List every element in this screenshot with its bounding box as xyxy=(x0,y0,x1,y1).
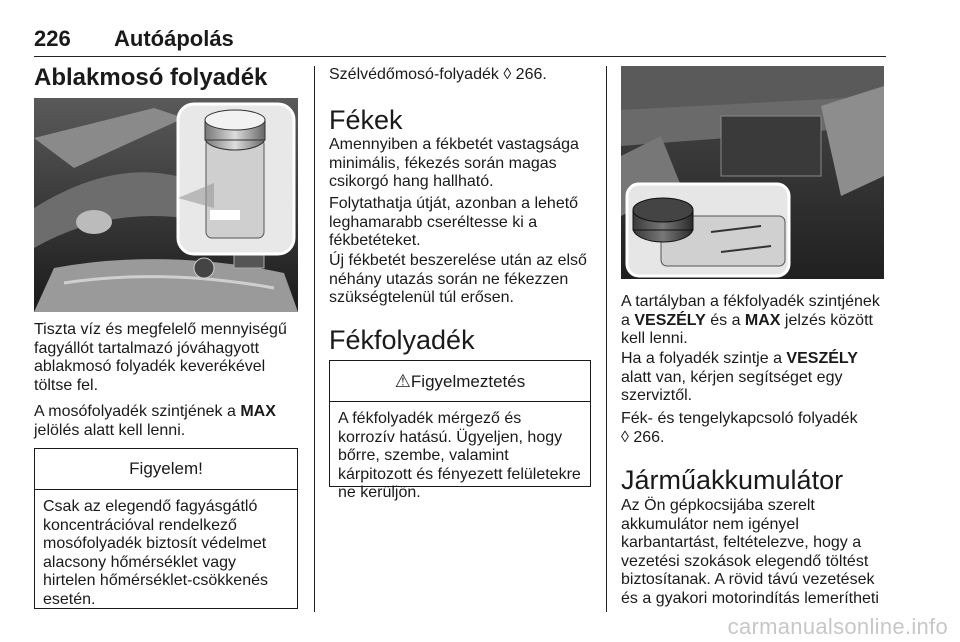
warning-text: A fékfolyadék mérgező és korrozív hatású. Ügyeljen, hogy bőrre, szembe, valamint kárpitozott és fényezett felületekre ne kerüljön. xyxy=(338,410,581,501)
section-title: Autóápolás xyxy=(114,26,234,51)
brake-fluid-reservoir-photo xyxy=(621,66,884,279)
warning-icon: ⚠ xyxy=(394,371,411,391)
text-run: 266. xyxy=(628,428,665,446)
text-run: jelzés között kell lenni. xyxy=(621,311,873,347)
brakes-paragraph-3: Új fékbetét beszerelése után az első néhány utazás során ne fékezzen szükségtelenül túl erősen. xyxy=(329,252,587,306)
warning-box xyxy=(329,360,591,501)
heading-battery: Járműakkumulátor xyxy=(621,465,844,495)
danger-mark: VESZÉLY xyxy=(634,311,706,329)
caution-title: Figyelem! xyxy=(35,449,297,490)
watermark: carmanualsonline.info xyxy=(727,614,948,639)
danger-mark: VESZÉLY xyxy=(786,350,858,367)
washer-reservoir-photo xyxy=(34,98,298,312)
warning-header xyxy=(330,361,590,402)
brake-clutch-fluid-reference[interactable] xyxy=(621,410,886,447)
washer-fluid-instruction: Tiszta víz és megfelelő mennyiségű fagyállót tartalmazó jóváhagyott ablakmosó folyadék keverékével töltse fel. xyxy=(34,321,287,394)
warning-title: Figyelmeztetés xyxy=(410,372,526,391)
column-divider xyxy=(606,66,607,612)
header-rule xyxy=(34,56,886,57)
windscreen-fluid-reference[interactable] xyxy=(329,66,599,85)
brakes-paragraph-2: Folytathatja útját, azonban a lehető leghamarabb cseréltesse ki a fékbetéteket. xyxy=(329,195,579,249)
text-run: Fék- és tengelykapcsoló folyadék xyxy=(621,410,858,427)
caution-text: Csak az elegendő fagyásgátló koncentrációval rendelkező mosófolyadék biztosít védelmet alacsony hőmérséklet vagy hirtelen hőmérséklet-csökkenés esetén. xyxy=(43,498,268,608)
text-run: A mosófolyadék szintjének a xyxy=(34,403,241,420)
washer-fluid-level-note xyxy=(34,403,304,440)
brakes-paragraph-1: Amennyiben a fékbetét vastagsága minimális, fékezés során magas csikorgó hang hallható. xyxy=(329,136,579,190)
heading-brake-fluid: Fékfolyadék xyxy=(329,325,475,355)
brake-fluid-low-note xyxy=(621,350,886,406)
heading-brakes: Fékek xyxy=(329,105,403,135)
page-ref-icon: ◊ xyxy=(503,66,512,83)
page-number: 226 xyxy=(34,26,71,51)
max-mark: MAX xyxy=(240,403,276,420)
caution-box xyxy=(34,448,298,609)
brake-fluid-level-note xyxy=(621,293,886,349)
page-ref-icon: ◊ xyxy=(621,428,629,446)
max-mark: MAX xyxy=(744,311,781,329)
text-run: és a xyxy=(705,311,745,329)
text-run: alatt van, kérjen segítséget egy szerviztől. xyxy=(621,368,843,404)
column-divider xyxy=(314,66,315,612)
text-run: jelölés alatt kell lenni. xyxy=(34,421,186,439)
heading-washer-fluid: Ablakmosó folyadék xyxy=(34,64,268,91)
text-run: A tartályban a fékfolyadék szintjének a xyxy=(621,293,880,329)
battery-paragraph: Az Ön gépkocsijába szerelt akkumulátor nem igényel karbantartást, feltételezve, hogy a vezetési szokások elegendő töltést biztosítanak. A rövid távú vezetések és a gyakori motorindítás lemerítheti xyxy=(621,497,879,607)
text-run: Ha a folyadék szintje a xyxy=(621,350,787,367)
text-run: Szélvédőmosó-folyadék xyxy=(329,66,504,83)
text-run: 266. xyxy=(511,66,547,83)
